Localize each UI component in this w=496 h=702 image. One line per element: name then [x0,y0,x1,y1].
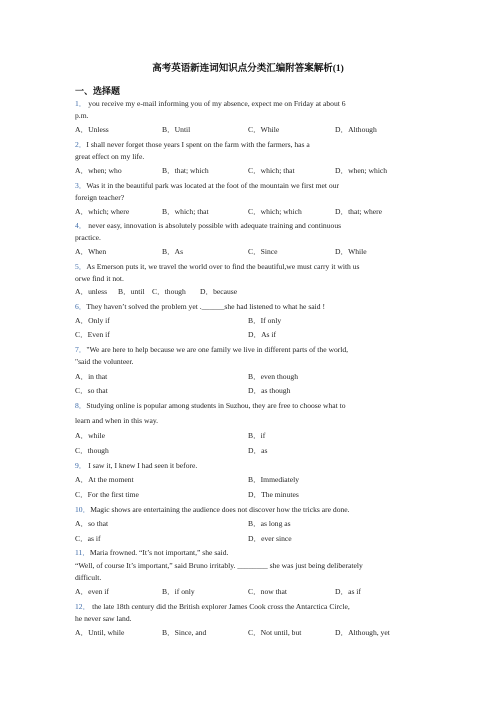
option-c: C．though [152,287,186,296]
option-d: D．as [248,446,268,455]
question-number: 1． [75,99,87,108]
question-number: 6． [75,302,87,311]
option-c: C．While [248,125,280,134]
question-number: 11． [75,548,90,557]
option-c: C．which; that [248,166,295,175]
option-d: D．because [200,287,238,296]
option-d: D．as if [335,587,361,596]
option-c: C．which; which [248,207,302,216]
question-3-line-2: foreign teacher? [75,193,125,202]
option-a: A．in that [75,372,108,381]
question-7-line-1: 7．"We are here to help because we are one family we live in different parts of the world, [75,345,349,354]
question-4-line-2: practice. [75,233,101,242]
question-12-line-1: 12． the late 18th century did the British explorer James Cook cross the Antarctica Circle, [75,602,350,611]
option-d: D．The minutes [248,490,299,499]
option-b: B．that; which [162,166,209,175]
question-11-line-3: difficult. [75,573,102,582]
question-9-line-1: 9． I saw it, I knew I had seen it before. [75,461,198,470]
option-d: D．that; where [335,207,383,216]
option-a: A．When [75,247,107,256]
question-10-line-1: 10．Magic shows are entertaining the audience does not discover how the tricks are done. [75,505,350,514]
option-b: B．Immediately [248,475,300,484]
option-c: C．Even if [75,330,110,339]
option-c: C．For the first time [75,490,139,499]
option-a: A．unless [75,287,108,296]
option-d: D．as though [248,386,291,395]
question-3-line-1: 3．Was it in the beautiful park was located at the foot of the mountain we first met our [75,181,340,190]
option-b: B．if only [162,587,195,596]
option-a: A．Until, while [75,628,125,637]
page-title: 高考英语新连词知识点分类汇编附答案解析(1) [152,64,344,74]
question-6-line-1: 6．They haven’t solved the problem yet .______she had listened to what he said ! [75,302,325,311]
question-number: 2． [75,140,87,149]
question-number: 8． [75,401,87,410]
option-a: A．which; where [75,207,130,216]
option-b: B．if [248,431,266,440]
option-b: B．As [162,247,184,256]
option-b: B．If only [248,316,282,325]
question-number: 3． [75,181,87,190]
question-7-line-2: "said the volunteer. [75,357,134,366]
question-number: 9． [75,461,87,470]
option-b: B．even though [248,372,298,381]
option-b: B．Until [162,125,191,134]
option-a: A．Only if [75,316,110,325]
option-b: B．which; that [162,207,209,216]
option-c: C．now that [248,587,288,596]
option-d: D．Although, yet [335,628,390,637]
option-c: C．so that [75,386,108,395]
question-8-line-2: learn and when in this way. [75,416,159,425]
option-c: C．as if [75,534,101,543]
option-a: A．while [75,431,105,440]
option-c: C．Since [248,247,278,256]
question-2-line-1: 2．I shall never forget those years I spent on the farm with the farmers, has a [75,140,310,149]
question-12-line-2: he never saw land. [75,614,132,623]
question-1-line-2: p.m. [75,111,89,120]
question-number: 4． [75,221,87,230]
option-d: D．Although [335,125,377,134]
question-11-line-1: 11．Maria frowned. “It’s not important,” she said. [75,548,229,557]
question-1-line-1: 1． you receive my e-mail informing you of my absence, expect me on Friday at about 6 [75,99,346,108]
question-number: 10． [75,505,91,514]
option-d: D．when; which [335,166,388,175]
option-d: D．While [335,247,367,256]
question-4-line-1: 4． never easy, innovation is absolutely possible with adequate training and continuous [75,221,342,230]
option-a: A．when; who [75,166,122,175]
question-2-line-2: great effect on my life. [75,152,145,161]
question-5-line-1: 5．As Emerson puts it, we travel the world over to find the beautiful,we must carry it with us [75,262,360,271]
question-number: 12． [75,602,91,611]
question-8-line-1: 8．Studying online is popular among students in Suzhou, they are free to choose what to [75,401,346,410]
option-a: A．so that [75,519,109,528]
option-b: B．as long as [248,519,291,528]
option-a: A．Unless [75,125,109,134]
section-heading: 一、选择题 [75,86,121,96]
option-b: B．until [118,287,145,296]
question-11-line-2: “Well, of course It’s important,” said Bruno irritably. ________ she was just being deliberately [75,561,363,570]
option-b: B．Since, and [162,628,207,637]
question-5-line-2: orwe find it not. [75,274,124,283]
option-d: D．ever since [248,534,292,543]
option-a: A．At the moment [75,475,134,484]
question-number: 7． [75,345,87,354]
option-a: A．even if [75,587,109,596]
option-c: C．Not until, but [248,628,302,637]
option-d: D．As if [248,330,277,339]
option-c: C．though [75,446,109,455]
question-number: 5． [75,262,87,271]
